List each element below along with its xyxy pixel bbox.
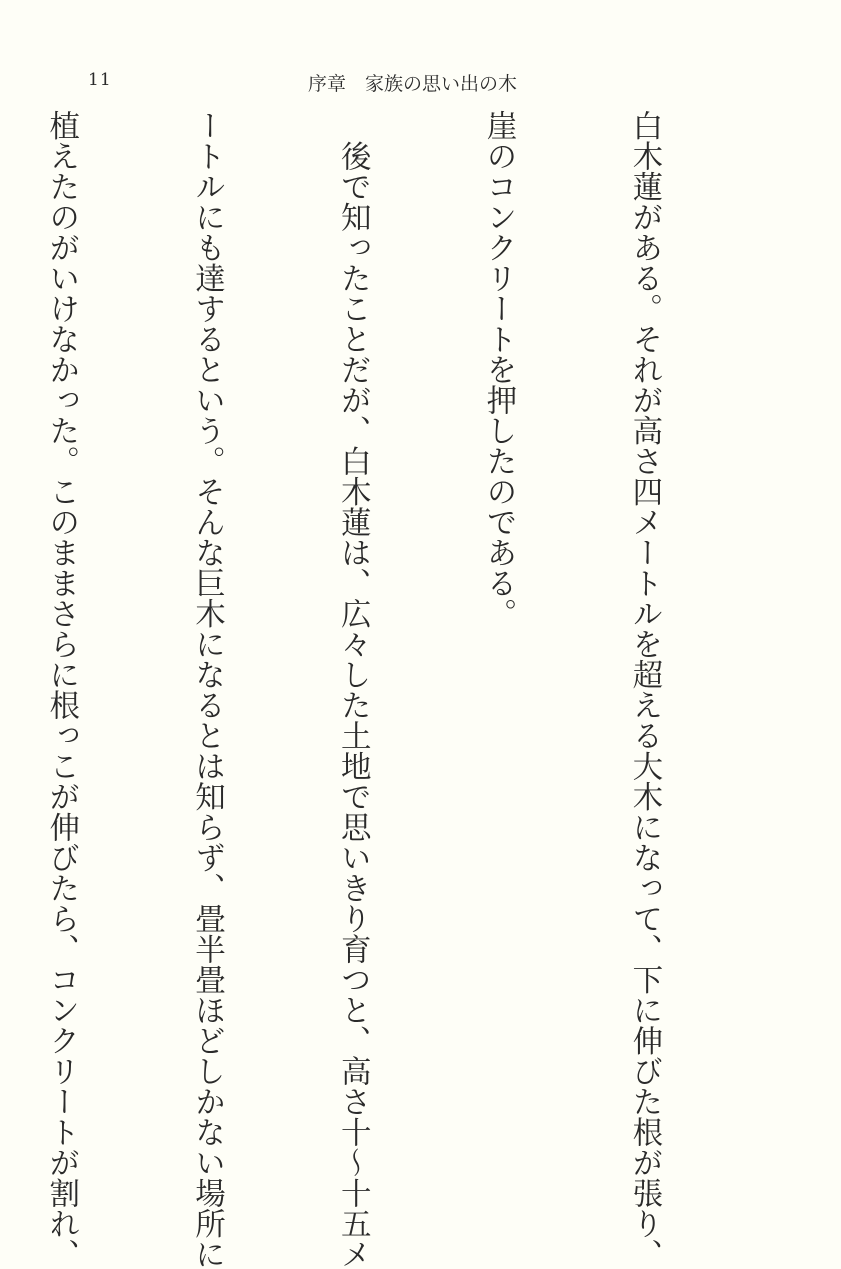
text-line: 後で知ったことだが、白木蓮は、広々した土地で思いきり育つと、高さ十〜十五メ <box>335 110 371 1269</box>
text-line: 白木蓮がある。それが高さ四メートルを超える大木になって、下に伸びた根が張り、 <box>626 110 662 1269</box>
page-number: 11 <box>88 70 112 90</box>
text-line: 崖のコンクリートを押したのである。 <box>481 110 517 629</box>
vertical-text-body <box>43 110 765 1269</box>
running-head-title: 序章 家族の思い出の木 <box>308 73 518 95</box>
text-line: ートルにも達するという。そんな巨木になるとは知らず、畳半畳ほどしかない場所に <box>189 110 225 1269</box>
text-line: 植えたのがいけなかった。このままさらに根っこが伸びたら、コンクリートが割れ、 <box>43 110 79 1269</box>
